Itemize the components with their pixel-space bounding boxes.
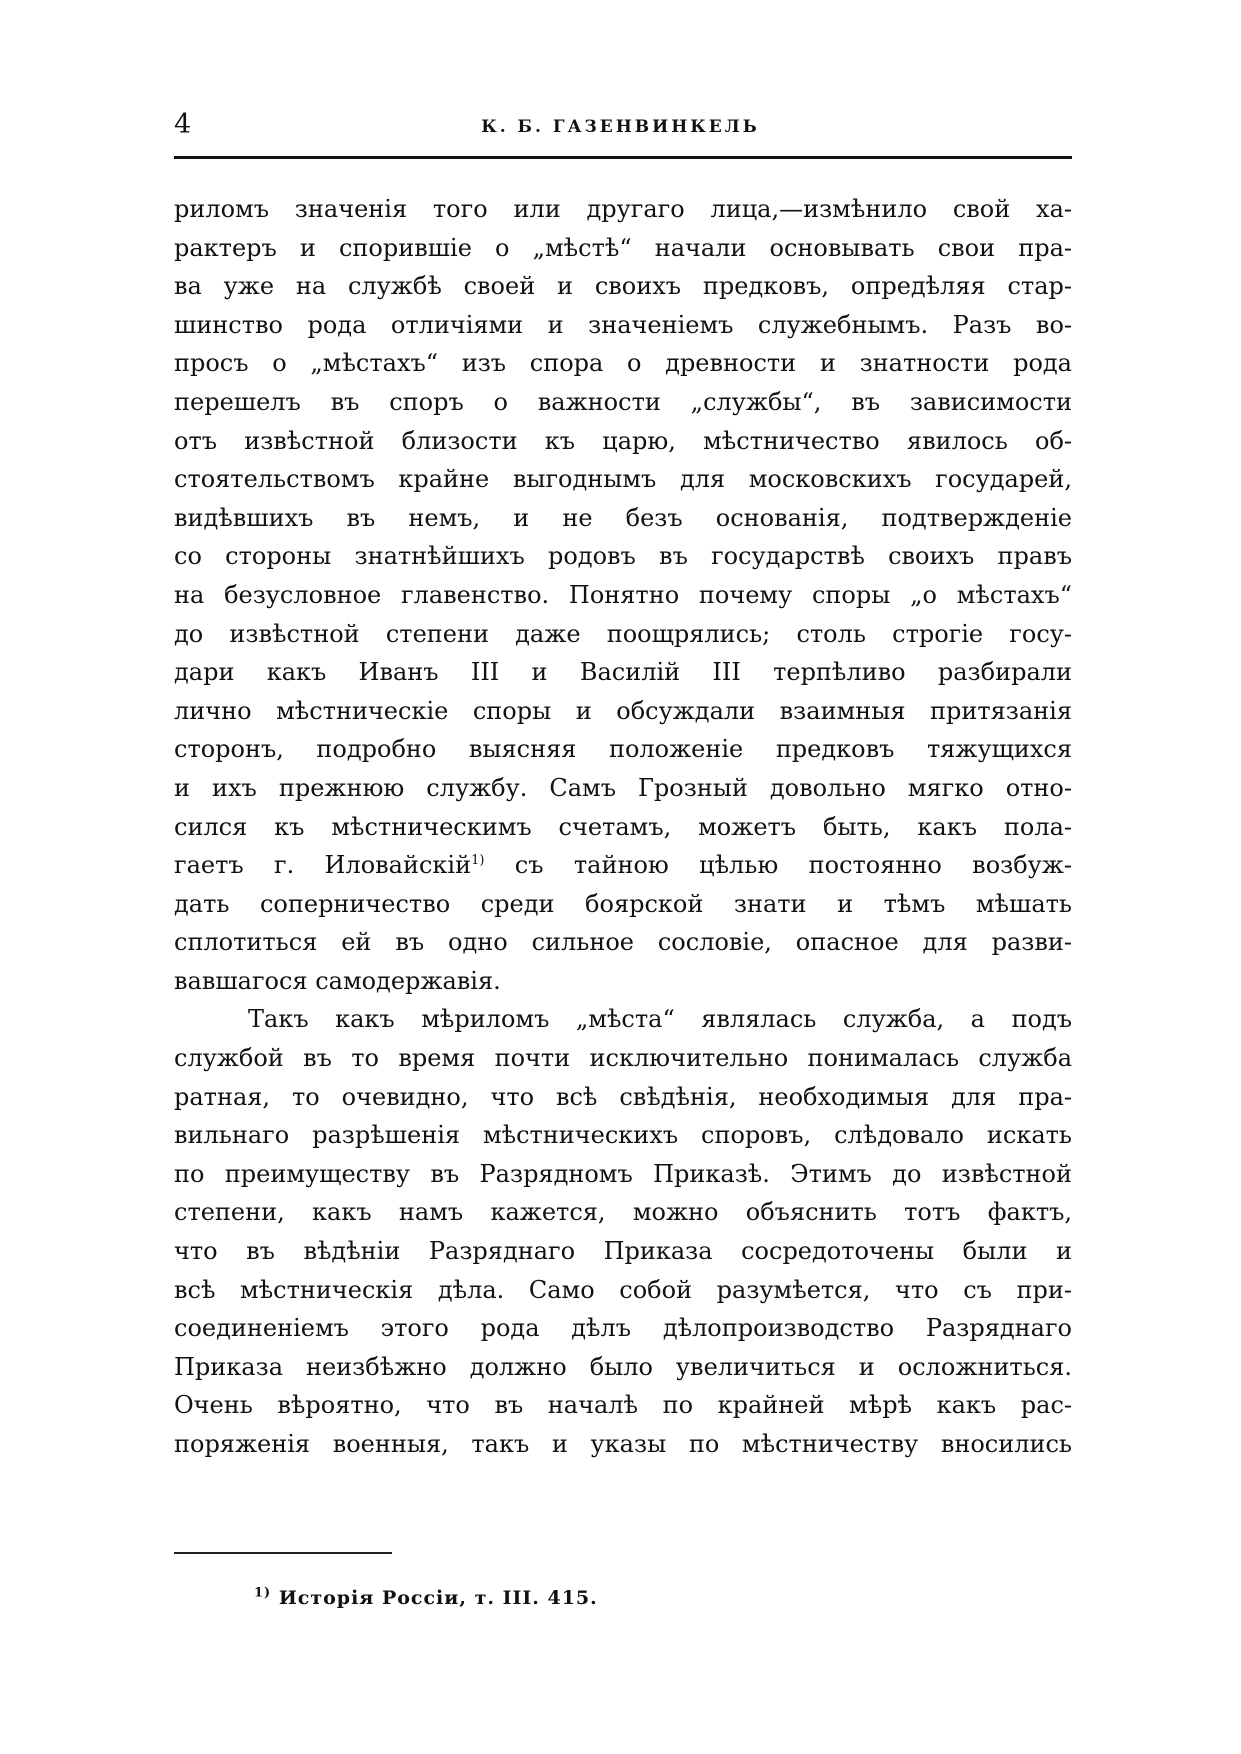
text-line: вавшагося самодержавія.	[174, 966, 501, 995]
text-line: видѣвшихъ въ немъ, и не безъ основанія, подтвержденіе	[174, 503, 1072, 532]
text-line: просъ о „мѣстахъ“ изъ спора о древности и знатности рода	[174, 349, 1072, 378]
text-line: Такъ какъ мѣриломъ „мѣста“ являлась служба, а подъ	[248, 1005, 1072, 1034]
text-line: ва уже на службѣ своей и своихъ предковъ, опредѣляя стар-	[174, 272, 1072, 301]
text-line: ратная, то очевидно, что всѣ свѣдѣнія, необходимыя для пра-	[174, 1082, 1072, 1111]
text-line: что въ вѣдѣніи Разряднаго Приказа сосредоточены были и	[174, 1237, 1072, 1266]
running-head: К. Б. ГАЗЕНВИНКЕЛЬ	[481, 117, 760, 137]
text-line: лично мѣстническіе споры и обсуждали взаимныя притязанія	[174, 696, 1072, 725]
text-line: соединеніемъ этого рода дѣлъ дѣлопроизводство Разряднаго	[174, 1314, 1072, 1343]
text-line: шинство рода отличіями и значеніемъ служебнымъ. Разъ во-	[174, 310, 1072, 339]
text-fragment: съ тайною цѣлью постоянно возбуж-	[484, 851, 1072, 880]
text-line: отъ извѣстной близости къ царю, мѣстничество явилось об-	[174, 426, 1072, 455]
page-number: 4	[174, 109, 192, 140]
text-line: перешелъ въ споръ о важности „службы“, въ зависимости	[174, 387, 1072, 416]
text-line: по преимуществу въ Разрядномъ Приказѣ. Этимъ до извѣстной	[174, 1159, 1072, 1188]
text-line: Приказа неизбѣжно должно было увеличиться и осложниться.	[174, 1352, 1072, 1381]
text-line: на безусловное главенство. Понятно почему споры „о мѣстахъ“	[174, 580, 1072, 609]
text-line-with-footnote-ref	[174, 846, 1072, 885]
text-line: службой въ то время почти исключительно понималась служба	[174, 1044, 1072, 1073]
text-line: стоятельствомъ крайне выгоднымъ для московскихъ государей,	[174, 465, 1072, 494]
text-line: всѣ мѣстническія дѣла. Само собой разумѣется, что съ при-	[174, 1275, 1072, 1304]
footnote-reference[interactable]: 1)	[471, 853, 485, 869]
text-fragment: гаетъ г. Иловайскій	[174, 851, 472, 880]
text-line: вильнаго разрѣшенія мѣстническихъ споровъ, слѣдовало искать	[174, 1121, 1072, 1150]
footnote	[254, 1586, 598, 1610]
text-line: Очень вѣроятно, что въ началѣ по крайней мѣрѣ какъ рас-	[174, 1391, 1072, 1420]
footnote-marker: 1)	[254, 1585, 272, 1601]
text-line: и ихъ прежнюю службу. Самъ Грозный довольно мягко отно-	[174, 773, 1072, 802]
text-line: до извѣстной степени даже поощрялись; столь строгіе госу-	[174, 619, 1072, 648]
text-line: риломъ значенія того или другаго лица,—измѣнило свой ха-	[174, 195, 1072, 223]
text-line: степени, какъ намъ кажется, можно объяснить тотъ фактъ,	[174, 1198, 1072, 1227]
text-line: сплотиться ей въ одно сильное сословіе, опасное для разви-	[174, 928, 1072, 957]
footnote-text: Исторія Россіи, т. III. 415.	[271, 1587, 598, 1609]
text-line: сился къ мѣстническимъ счетамъ, можетъ быть, какъ пола-	[174, 812, 1072, 841]
header-rule	[174, 156, 1072, 159]
text-line: рактеръ и спорившіе о „мѣстѣ“ начали основывать свои пра-	[174, 233, 1072, 262]
text-line: дари какъ Иванъ III и Василій III терпѣливо разбирали	[174, 658, 1072, 687]
text-line: дать соперничество среди боярской знати и тѣмъ мѣшать	[174, 889, 1072, 918]
text-line: со стороны знатнѣйшихъ родовъ въ государствѣ своихъ правъ	[174, 542, 1072, 571]
text-line: поряженія военныя, такъ и указы по мѣстничеству вносились	[174, 1430, 1072, 1458]
body-text	[174, 190, 1072, 1464]
text-line: сторонъ, подробно выясняя положеніе предковъ тяжущихся	[174, 735, 1072, 764]
